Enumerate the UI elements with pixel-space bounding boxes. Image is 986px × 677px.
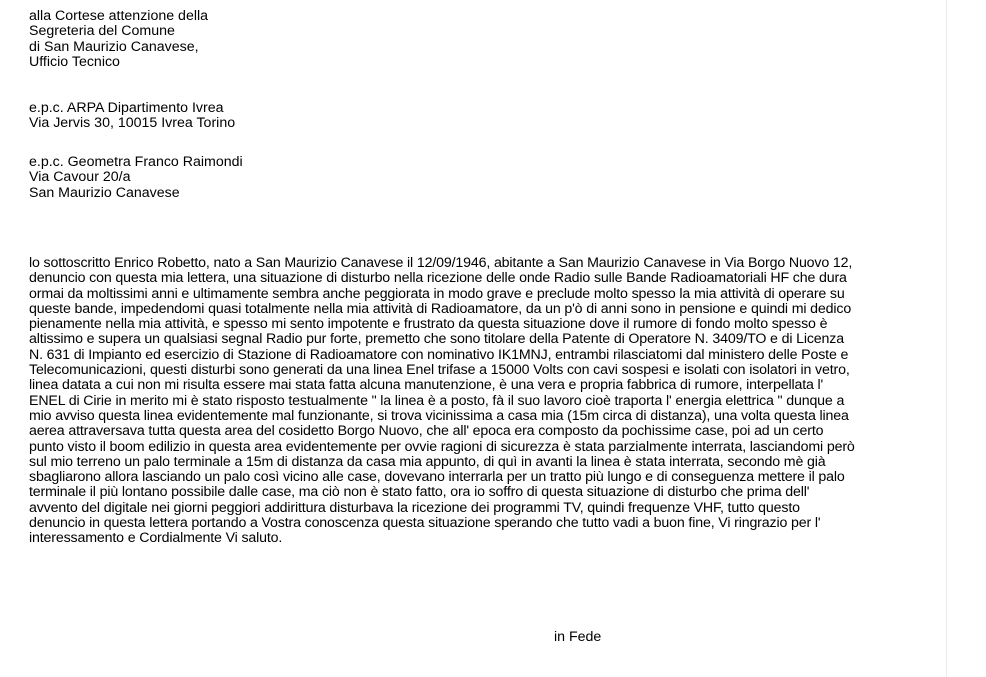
- recipient-main-address: [29, 9, 208, 70]
- body-line: lo sottoscritto Enrico Robetto, nato a San Maurizio Canavese il 12/09/1946, abitante a San Maurizio Canavese in Via Borgo Nuovo 12,: [29, 255, 853, 271]
- recipient-cc-geometra: [29, 155, 243, 201]
- body-line: Telecomunicazioni, questi disturbi sono generati da una linea Enel trifase a 15000 Volts con cavi sospesi e isolati con isolatori in vetro,: [29, 362, 850, 379]
- recipient-cc-arpa: [29, 101, 235, 132]
- body-line: mio avviso questa linea evidentemente mal funzionante, si trova vicinissima a casa mia (15m circa di distanza), una volta questa linea: [29, 407, 849, 424]
- body-line: linea datata a cui non mi risulta essere mai stata fatta alcuna manutenzione, è una vera e propria fabbrica di rumore, interpellata l': [29, 377, 824, 394]
- address-line: Segreteria del Comune: [29, 23, 175, 40]
- body-line: denuncio in questa lettera portando a Vostra conoscenza questa situazione sperando che tutto vadi a buon fine, Vi ringrazio per l': [29, 515, 821, 532]
- body-line: sul mio terreno un palo terminale a 15m di distanza da casa mia appunto, di quì in avanti la linea è stata interrata, secondo mè già: [29, 453, 826, 470]
- body-line: terminale il più lontano possibile dalle case, ma ciò non è stato fatto, ora io soffro di questa situazione di disturbo che prima dell': [29, 484, 810, 501]
- body-line: avvento del digitale nei giorni peggiori addirittura disturbava la ricezione dei programmi TV, quindi frequenze VHF, tutto questo: [29, 499, 800, 516]
- closing-signature: in Fede: [554, 629, 602, 645]
- body-line: ENEL di Cirie in merito mi è stato risposto testualmente " la linea è a posto, fà il suo lavoro cioè traporta l' energia elettrica " dunque a: [29, 392, 845, 409]
- body-line: N. 631 di Impianto ed esercizio di Stazione di Radioamatore con nominativo IK1MNJ, entrambi rilasciatomi dal ministero delle Poste e: [29, 346, 849, 363]
- address-line: San Maurizio Canavese: [29, 184, 180, 201]
- address-line: e.p.c. ARPA Dipartimento Ivrea: [29, 100, 224, 116]
- address-line: Via Cavour 20/a: [29, 169, 131, 186]
- body-line: altissimo e supera un qualsiasi segnal Radio pur forte, premetto che sono titolare della Patente di Operatore N. 3409/TO e di Licenza: [29, 331, 844, 348]
- address-line: Ufficio Tecnico: [29, 53, 120, 70]
- body-line: aerea attraversava tutta questa area del cosidetto Borgo Nuovo, che all' epoca era composto da pochissime case, poi ad un certo: [29, 423, 824, 440]
- body-line: ormai da moltissimi anni e ultimamente sembra anche peggiorata in modo grave e preclude molto spesso la mia attività di operare su: [29, 285, 845, 302]
- body-line: queste bande, impedendomi quasi totalmente nella mia attività di Radioamatore, da un p'ò di anni sono in pensione e quindi mi dedico: [29, 300, 852, 317]
- address-line: e.p.c. Geometra Franco Raimondi: [29, 154, 243, 170]
- body-line: punto visto il boom edilizio in questa area evidentemente per ovvie ragioni di sicurezza è stata parzialmente interrata, lasciandomi però: [29, 438, 855, 455]
- body-line: pienamente nella mia attività, e spesso mi sento impotente e frustrato da questa situazione dove il rumore di fondo molto spesso è: [29, 316, 828, 333]
- address-line: alla Cortese attenzione della: [29, 8, 209, 24]
- address-line: di San Maurizio Canavese,: [29, 38, 199, 55]
- body-line: interessamento e Cordialmente Vi saluto.: [29, 530, 283, 547]
- body-line: denuncio con questa mia lettera, una situazione di disturbo nella ricezione delle onde Radio sulle Bande Radioamatoriali HF che dura: [29, 270, 847, 287]
- body-line: sbagliarono allora lasciando un palo così vicino alle case, dovevano interrarla per un tratto più lungo e di conseguenza mettere il palo: [29, 469, 845, 486]
- letter-body: [29, 256, 855, 547]
- address-line: Via Jervis 30, 10015 Ivrea Torino: [29, 115, 236, 132]
